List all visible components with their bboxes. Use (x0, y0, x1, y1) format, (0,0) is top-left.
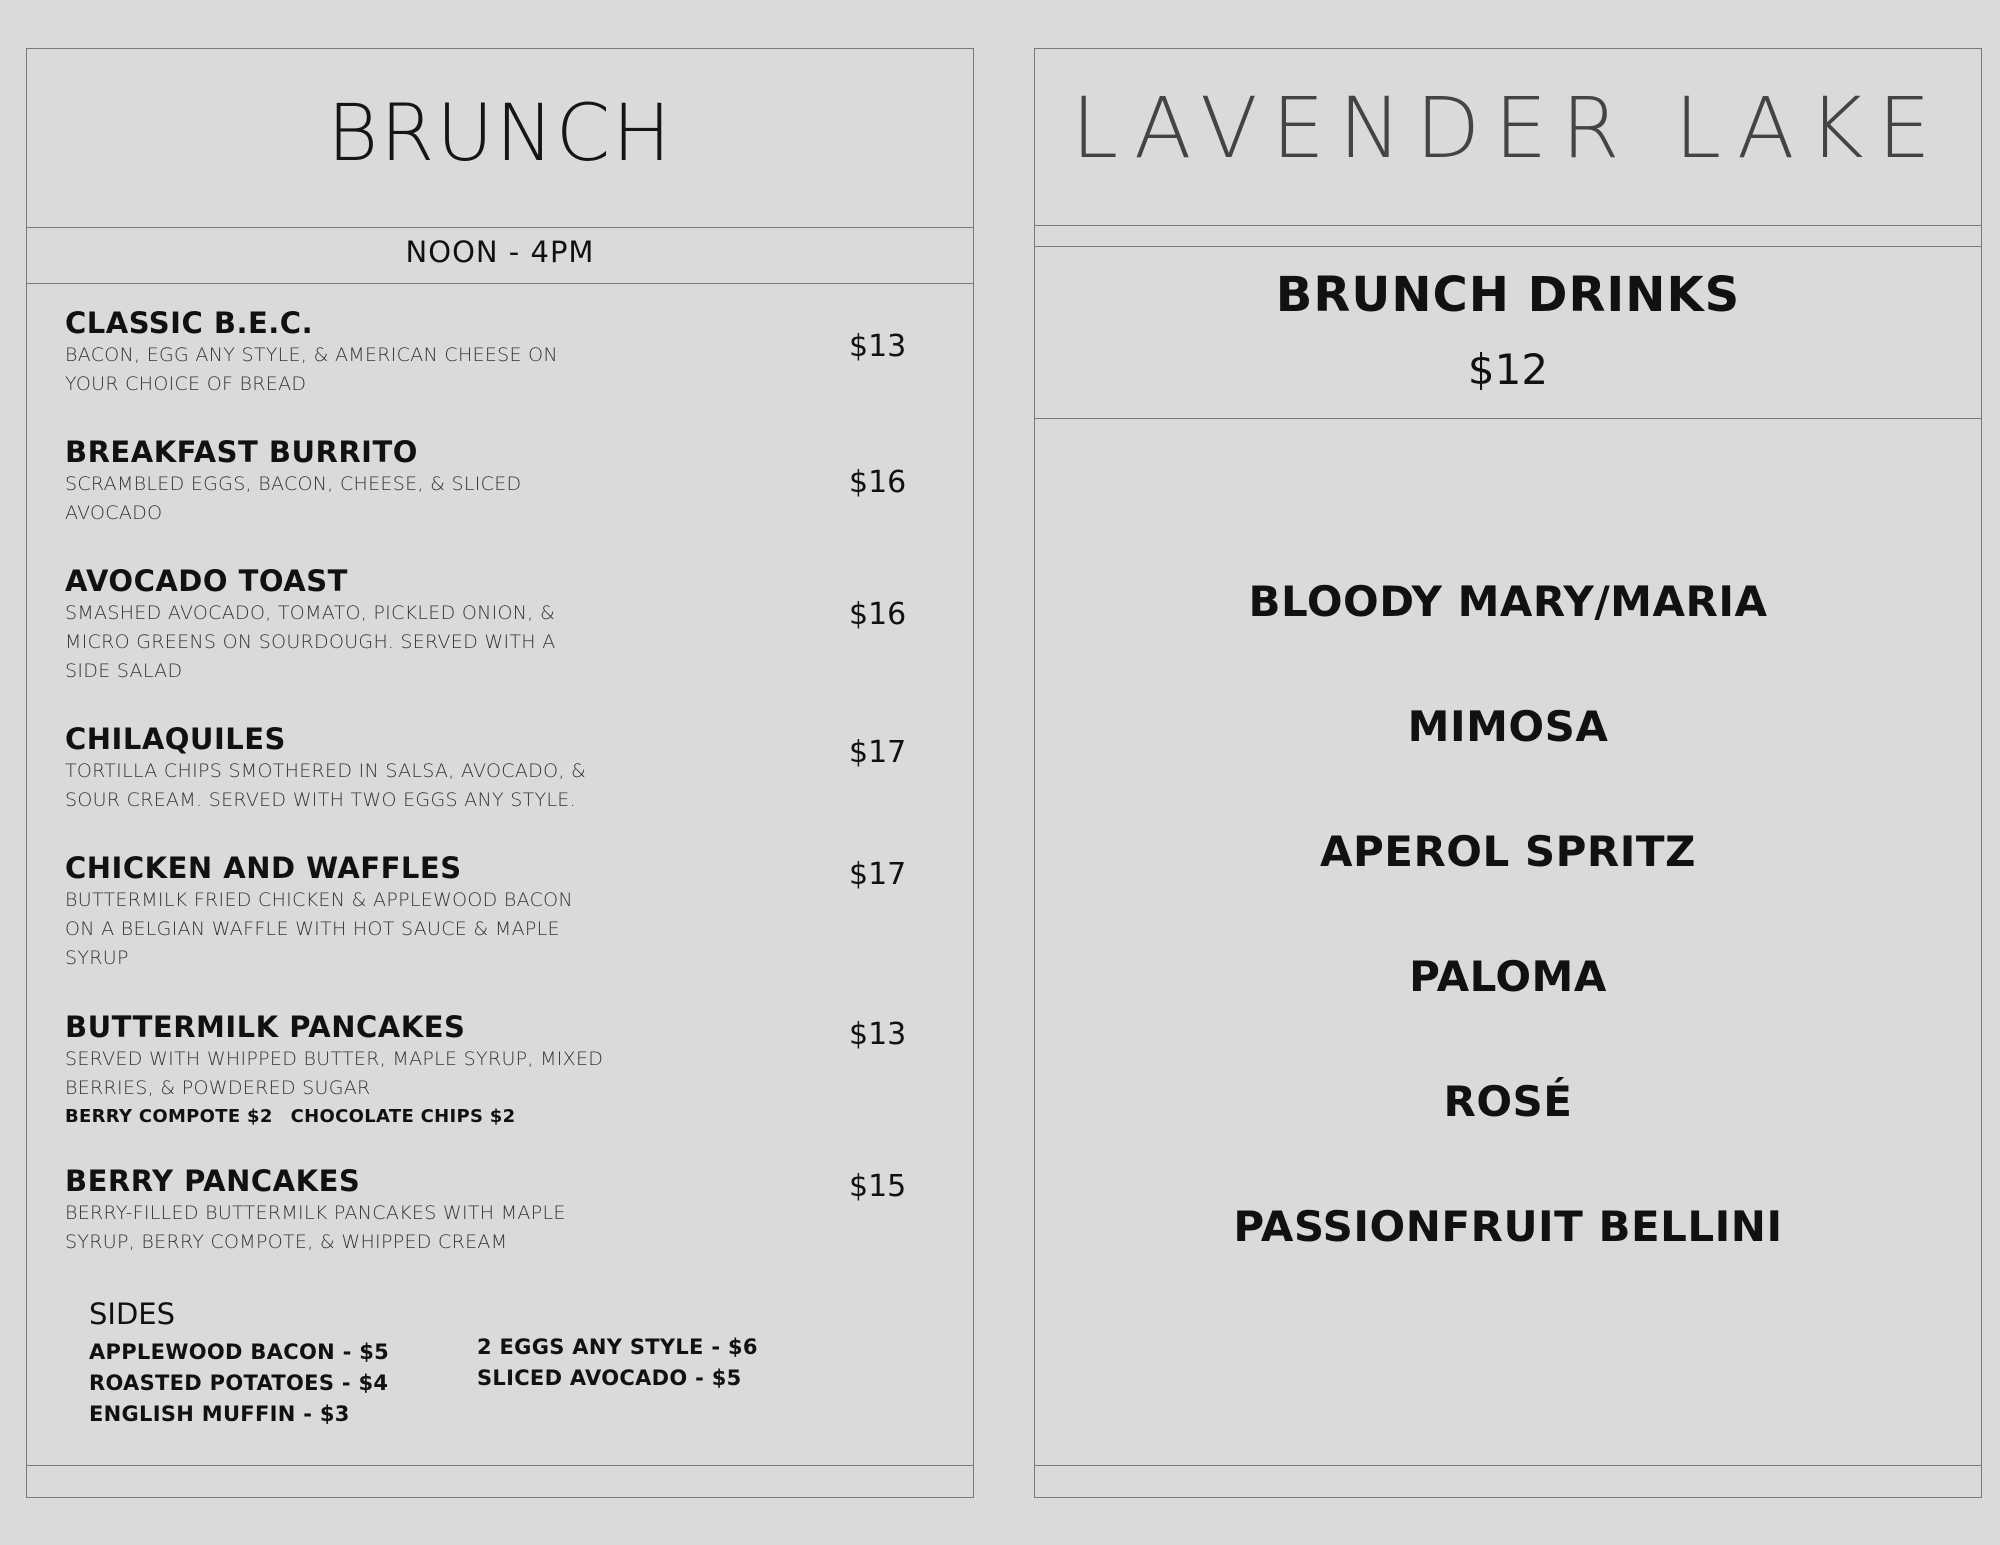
menu-item (65, 305, 925, 399)
drinks-title: BRUNCH DRINKS (1275, 267, 1741, 323)
restaurant-logo: LAVENDER LAKE (1071, 79, 1945, 177)
item-name: BUTTERMILK PANCAKES (65, 1010, 466, 1044)
divider (1035, 225, 1981, 226)
menu-item (65, 721, 925, 815)
side-item: ROASTED POTATOES - $4 (89, 1371, 389, 1395)
item-description: BERRY-FILLED BUTTERMILK PANCAKES WITH MAPLE SYRUP, BERRY COMPOTE, & WHIPPED CREAM (65, 1202, 566, 1253)
divider (27, 1465, 973, 1466)
divider (1035, 1465, 1981, 1466)
addon-berry-compote: BERRY COMPOTE $2 (65, 1106, 273, 1127)
menu-item (65, 563, 925, 686)
item-description: BUTTERMILK FRIED CHICKEN & APPLEWOOD BACON ON A BELGIAN WAFFLE WITH HOT SAUCE & MAPLE SYRUP (65, 889, 573, 969)
drink-item: MIMOSA (1407, 702, 1609, 751)
hours-label: NOON - 4PM (405, 235, 595, 269)
side-item: 2 EGGS ANY STYLE - $6 (477, 1335, 758, 1359)
item-description: SCRAMBLED EGGS, BACON, CHEESE, & SLICED AVOCADO (65, 473, 522, 524)
drink-item: BLOODY MARY/MARIA (1248, 577, 1768, 626)
item-name: BREAKFAST BURRITO (65, 435, 418, 469)
menu-item (65, 1009, 925, 1131)
addon-chocolate-chips: CHOCOLATE CHIPS $2 (290, 1106, 516, 1127)
item-price: $13 (849, 1017, 907, 1052)
divider (27, 283, 973, 284)
drink-item: ROSÉ (1443, 1077, 1573, 1126)
drink-item: PASSIONFRUIT BELLINI (1233, 1202, 1783, 1251)
sides-column (477, 1332, 758, 1394)
item-name: CHILAQUILES (65, 722, 286, 756)
sides-title: SIDES (89, 1297, 176, 1331)
item-description: TORTILLA CHIPS SMOTHERED IN SALSA, AVOCADO, & SOUR CREAM. SERVED WITH TWO EGGS ANY STYLE. (65, 760, 587, 811)
item-name: AVOCADO TOAST (65, 564, 348, 598)
menu-item (65, 434, 925, 528)
side-item: APPLEWOOD BACON - $5 (89, 1340, 390, 1364)
drinks-menu-panel (1034, 48, 1982, 1498)
item-description: BACON, EGG ANY STYLE, & AMERICAN CHEESE ON YOUR CHOICE OF BREAD (65, 344, 558, 395)
item-name: CLASSIC B.E.C. (65, 306, 314, 340)
item-description: SMASHED AVOCADO, TOMATO, PICKLED ONION, & MICRO GREENS ON SOURDOUGH. SERVED WITH A SIDE SALAD (65, 602, 556, 682)
drink-item: PALOMA (1409, 952, 1607, 1001)
item-price: $16 (849, 465, 907, 500)
item-price: $13 (849, 329, 907, 364)
divider (1035, 246, 1981, 247)
brunch-menu-panel (26, 48, 974, 1498)
item-price: $17 (849, 857, 907, 892)
drinks-price: $12 (1467, 345, 1549, 394)
side-item: ENGLISH MUFFIN - $3 (89, 1402, 350, 1426)
sides-column (89, 1337, 389, 1430)
item-price: $15 (849, 1169, 907, 1204)
item-description: SERVED WITH WHIPPED BUTTER, MAPLE SYRUP, MIXED BERRIES, & POWDERED SUGAR (65, 1048, 604, 1099)
menu-item (65, 1163, 925, 1257)
item-price: $17 (849, 735, 907, 770)
item-name: BERRY PANCAKES (65, 1164, 361, 1198)
item-price: $16 (849, 597, 907, 632)
divider (1035, 418, 1981, 419)
menu-title: BRUNCH (327, 89, 673, 179)
divider (27, 227, 973, 228)
side-item: SLICED AVOCADO - $5 (477, 1366, 742, 1390)
drink-item: APEROL SPRITZ (1319, 827, 1696, 876)
item-name: CHICKEN AND WAFFLES (65, 851, 462, 885)
item-addons (65, 1103, 925, 1131)
menu-item (65, 850, 925, 973)
